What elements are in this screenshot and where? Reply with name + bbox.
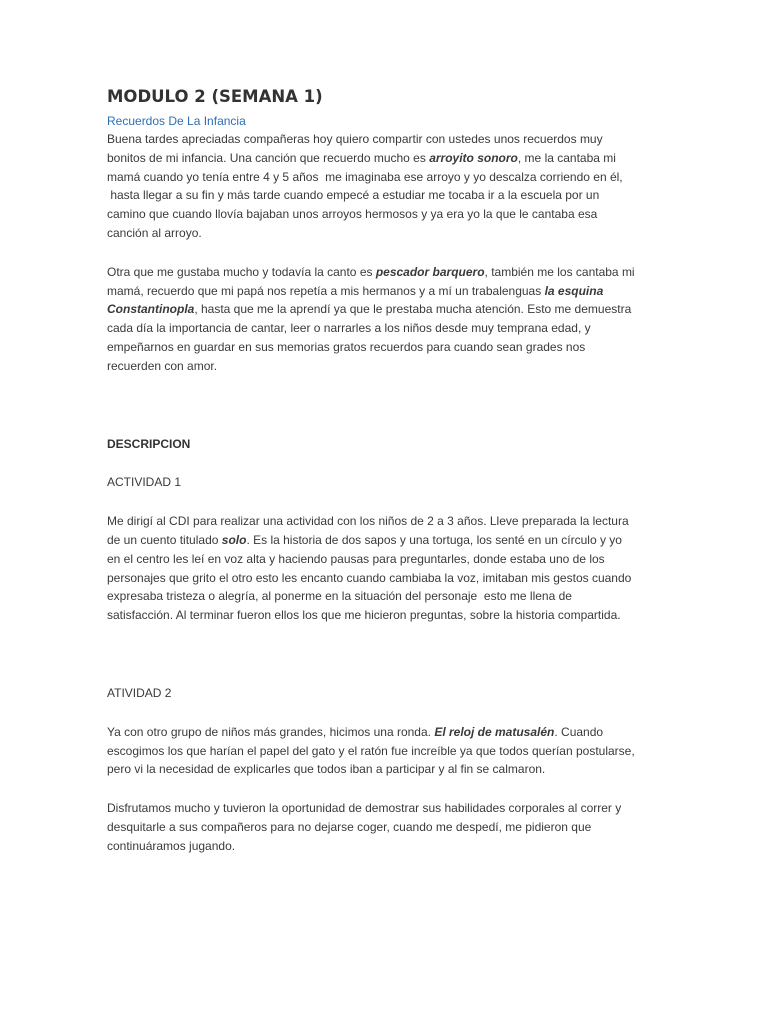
text-line: escogimos los que harían el papel del gato y el ratón fue increíble ya que todos querían postularse,: [107, 743, 635, 758]
text-line: desquitarle a sus compañeros para no dejarse coger, cuando me despedí, me pidieron que: [107, 819, 592, 834]
text-line: en el centro les leí en voz alta y haciendo pausas para preguntarles, donde estaba uno de los: [107, 551, 605, 566]
activity2-paragraph-1: [107, 723, 663, 779]
text-line: hasta llegar a su fin y más tarde cuando empecé a estudiar me tocaba ir a la escuela por un: [107, 188, 600, 203]
emphasized-title: solo: [221, 532, 247, 547]
text-line: camino que cuando llovía bajaban unos arroyos hermosos y ya era yo la que le cantaba esa: [107, 207, 598, 222]
text-line: de un cuento titulado solo. Es la historia de dos sapos y una tortuga, los senté en un círculo y yo: [107, 532, 622, 547]
text-line: satisfacción. Al terminar fueron ellos los que me hicieron preguntas, sobre la historia compartida.: [107, 608, 621, 623]
activity2-paragraph-2: [107, 799, 663, 855]
text-line: Me dirigí al CDI para realizar una actividad con los niños de 2 a 3 años. Lleve preparada la lectura: [107, 514, 629, 529]
text-line: continuáramos jugando.: [107, 838, 236, 853]
text-line: pero vi la necesidad de explicarles que todos iban a participar y al fin se calmaron.: [107, 762, 546, 777]
text-line: canción al arroyo.: [107, 225, 202, 240]
activity1-heading: ACTIVIDAD 1: [107, 475, 182, 490]
text-line: mamá, recuerdo que mi papá nos repetía a mis hermanos y a mí un trabalenguas la esquina: [107, 283, 604, 298]
text-line: Otra que me gustaba mucho y todavía la canto es pescador barquero, también me los cantaba mi: [107, 264, 635, 279]
text-line: expresaba tristeza o alegría, al ponerme en la situación del personaje esto me llena de: [107, 589, 572, 604]
emphasized-title: Constantinopla: [107, 302, 195, 317]
activity1-paragraph: [107, 512, 663, 625]
description-heading: DESCRIPCION: [107, 436, 191, 451]
text-line: bonitos de mi infancia. Una canción que recuerdo mucho es arroyito sonoro, me la cantaba mi: [107, 150, 616, 165]
activity2-heading: ATIVIDAD 2: [107, 685, 172, 700]
emphasized-title: pescador barquero: [375, 264, 485, 279]
emphasized-title: arroyito sonoro: [429, 150, 518, 165]
text-line: Buena tardes apreciadas compañeras hoy quiero compartir con ustedes unos recuerdos muy: [107, 132, 603, 146]
document-page: [107, 86, 663, 856]
text-line: mamá cuando yo tenía entre 4 y 5 años me imaginaba ese arroyo y yo descalza corriendo en él,: [107, 169, 623, 184]
text-line: cada día la importancia de cantar, leer o narrarles a los niños desde muy temprana edad, y: [107, 321, 591, 336]
emphasized-title: la esquina: [544, 283, 604, 298]
text-line: Ya con otro grupo de niños más grandes, hicimos una ronda. El reloj de matusalén. Cuando: [107, 724, 604, 739]
text-line: recuerden con amor.: [107, 358, 218, 373]
text-line: Disfrutamos mucho y tuvieron la oportunidad de demostrar sus habilidades corporales al correr y: [107, 801, 622, 816]
text-line: personajes que grito el otro esto les encanto cuando cambiaba la voz, imitaban mis gestos cuando: [107, 570, 632, 585]
emphasized-title: El reloj de matusalén: [434, 724, 555, 739]
document-title: MODULO 2 (SEMANA 1): [107, 87, 323, 106]
intro-paragraph: [107, 130, 663, 243]
second-paragraph: [107, 263, 663, 376]
text-line: empeñarnos en guardar en sus memorias gratos recuerdos para cuando sean grades nos: [107, 339, 586, 354]
text-line: Constantinopla, hasta que me la aprendí ya que le prestaba mucha atención. Esto me demuestra: [107, 302, 632, 317]
document-subtitle: Recuerdos De La Infancia: [107, 114, 246, 128]
